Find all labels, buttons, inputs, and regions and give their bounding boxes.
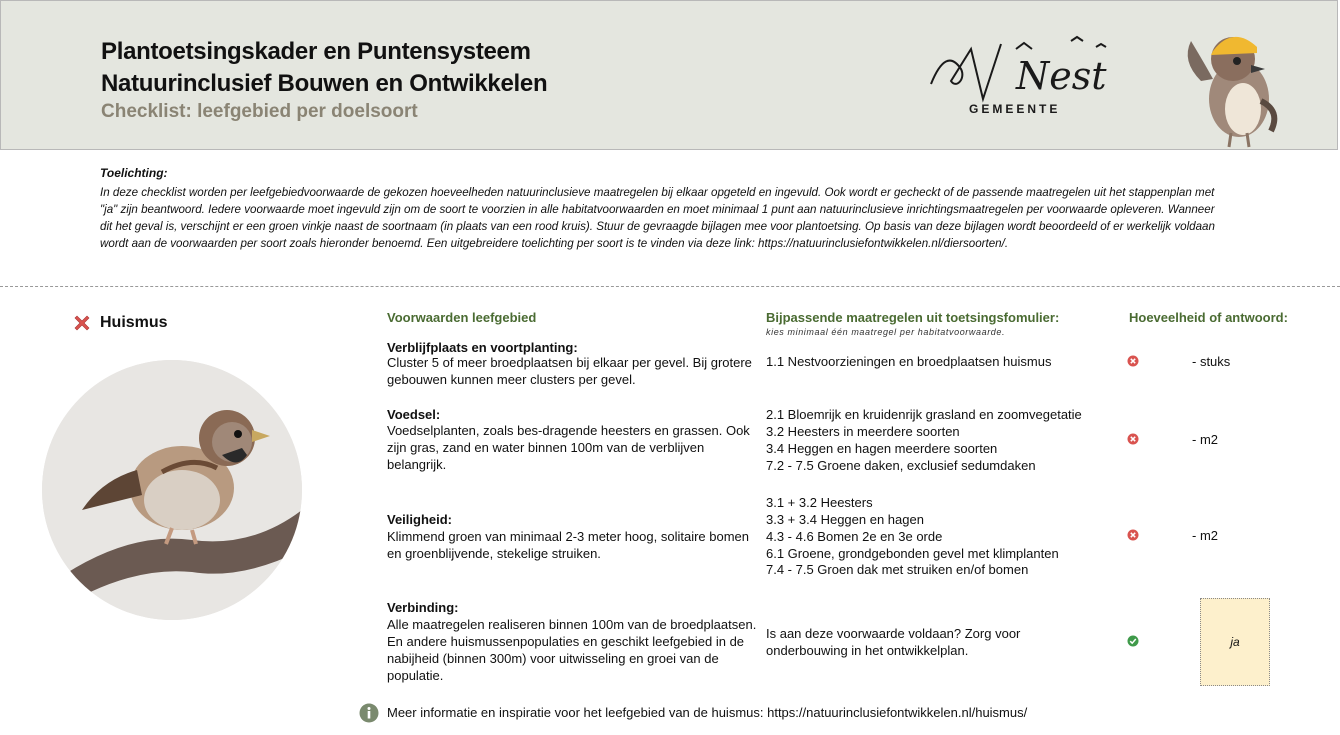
info-icon bbox=[359, 703, 379, 723]
condition-text: Cluster 5 of meer broedplaatsen bij elkaar per gevel. Bij grotere gebouwen kunnen meer clusters per gevel. bbox=[387, 355, 752, 387]
status-cross-icon bbox=[1127, 355, 1139, 367]
quantity-value: - m2 bbox=[1192, 528, 1218, 543]
more-info-link[interactable]: Meer informatie en inspiratie voor het leefgebied van de huismus: https://natuurinclusiefontwikkelen.nl/huismus/ bbox=[387, 705, 1028, 720]
measure-item: 3.2 Heesters in meerdere soorten bbox=[766, 424, 960, 439]
species-photo bbox=[42, 360, 302, 620]
quantity-column-header: Hoeveelheid of antwoord: bbox=[1129, 310, 1288, 325]
sparrow-mascot-icon bbox=[1171, 21, 1301, 151]
condition-title: Verblijfplaats en voortplanting: bbox=[387, 340, 578, 355]
page-title-line2: Natuurinclusief Bouwen en Ontwikkelen bbox=[101, 70, 548, 97]
status-check-icon bbox=[1127, 635, 1139, 647]
status-cross-icon bbox=[1127, 433, 1139, 445]
measure-item: 3.1 + 3.2 Heesters bbox=[766, 495, 873, 510]
measure-item: Is aan deze voorwaarde voldaan? Zorg voor onderbouwing in het ontwikkelplan. bbox=[766, 626, 1021, 658]
condition-title: Verbinding: bbox=[387, 600, 459, 615]
section-divider bbox=[0, 286, 1340, 287]
page-title-line1: Plantoetsingskader en Puntensysteem bbox=[101, 38, 531, 65]
measure-item: 6.1 Groene, grondgebonden gevel met klimplanten bbox=[766, 546, 1059, 561]
status-cross-icon bbox=[1127, 529, 1139, 541]
answer-input-box[interactable] bbox=[1200, 598, 1270, 686]
species-status-cross-icon bbox=[72, 313, 92, 333]
explanation-title: Toelichting: bbox=[100, 166, 168, 180]
condition-title: Voedsel: bbox=[387, 407, 441, 422]
sparrow-photo-illustration bbox=[42, 360, 302, 620]
quantity-value: - stuks bbox=[1192, 354, 1231, 369]
logo-wordmark: Nest bbox=[1016, 54, 1107, 98]
answer-value: ja bbox=[1230, 635, 1240, 649]
explanation-text: In deze checklist worden per leefgebiedvoorwaarde de gekozen hoeveelheden natuurinclusieve maatregelen bij elkaar opgeteld en ingevuld. Ook wordt er gecheckt of de passende maatregelen uit het stappenplan met "ja" zijn beantwoord. Iedere voorwaarde moet ingevuld zijn om de soort te voorzien in alle habitatvoorwaarden en moet minimaal 1 punt aan natuurinclusieve inrichtingsmaatregelen per voorwaarde opleveren. Wanneer dit het geval is, verschijnt er een groen vinkje naast de soortnaam (in plaats van een rood kruis). Stuur de gevraagde bijlagen mee voor plantoetsing. Op basis van deze bijlagen wordt beoordeeld of er werkelijk voldaan wordt aan de voorwaarden per soort zoals hieronder benoemd. Een uitgebreidere toelichting per soort is te vinden via deze link: https://natuurinclusiefontwikkelen.nl/diersoorten/. bbox=[100, 186, 1215, 250]
measure-item: 2.1 Bloemrijk en kruidenrijk grasland en zoomvegetatie bbox=[766, 407, 1082, 422]
condition-text: Voedselplanten, zoals bes-dragende heesters en grassen. Ook zijn gras, zand en water binnen 100m van de verblijven belangrijk. bbox=[387, 423, 750, 472]
measure-item: 7.2 - 7.5 Groene daken, exclusief sedumdaken bbox=[766, 458, 1036, 473]
measures-column-header: Bijpassende maatregelen uit toetsingsfomulier: bbox=[766, 310, 1060, 325]
measure-item: 7.4 - 7.5 Groen dak met struiken en/of bomen bbox=[766, 562, 1029, 577]
nest-gemeente-logo bbox=[921, 29, 1141, 129]
page-subtitle: Checklist: leefgebied per doelsoort bbox=[101, 101, 418, 122]
condition-text: Alle maatregelen realiseren binnen 100m van de broedplaatsen. En andere huismussenpopulaties en geschikt leefgebied in de nabijheid (binnen 300m) voor uitwisseling en groei van de populatie. bbox=[387, 617, 757, 683]
conditions-column-header: Voorwaarden leefgebied bbox=[387, 310, 537, 325]
measure-item: 3.3 + 3.4 Heggen en hagen bbox=[766, 512, 924, 527]
condition-text: Klimmend groen van minimaal 2-3 meter hoog, solitaire bomen en groenblijvende, stekelige struiken. bbox=[387, 529, 750, 561]
measure-item: 4.3 - 4.6 Bomen 2e en 3e orde bbox=[766, 529, 943, 544]
species-name: Huismus bbox=[100, 314, 168, 331]
logo-subtext: GEMEENTE bbox=[969, 102, 1061, 116]
quantity-value: - m2 bbox=[1192, 432, 1218, 447]
condition-title: Veiligheid: bbox=[387, 512, 453, 527]
measures-column-subheader: kies minimaal één maatregel per habitatvoorwaarde. bbox=[766, 327, 1006, 337]
header-banner bbox=[0, 0, 1338, 150]
measure-item: 1.1 Nestvoorzieningen en broedplaatsen huismus bbox=[766, 354, 1052, 369]
measure-item: 3.4 Heggen en hagen meerdere soorten bbox=[766, 441, 998, 456]
